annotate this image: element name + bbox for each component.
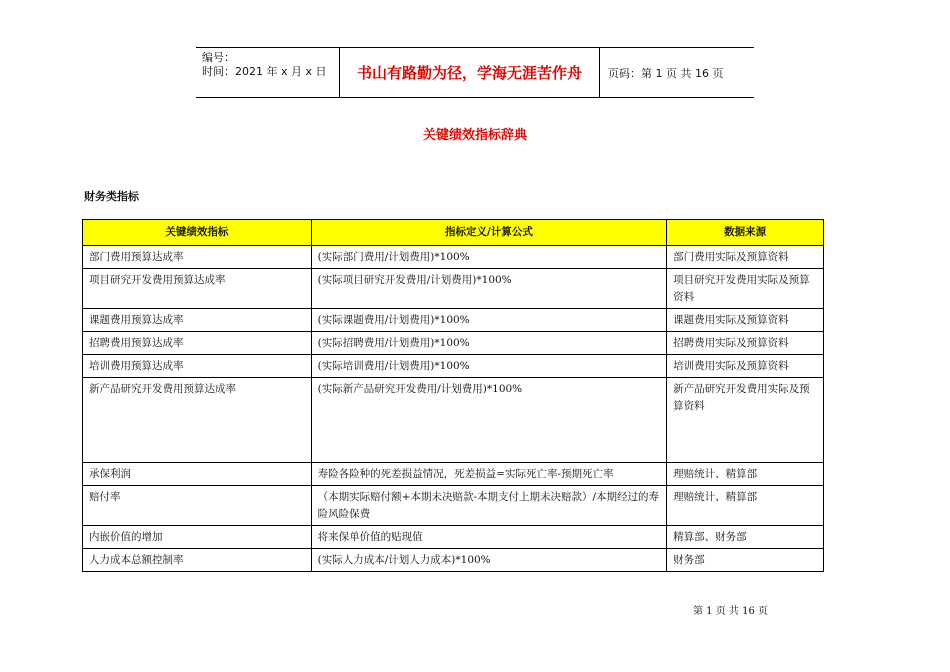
page-header — [196, 47, 754, 98]
table-row — [83, 355, 824, 378]
column-header-kpi: 关键绩效指标 — [83, 220, 312, 246]
date-label: 时间：2021 年 x 月 x 日 — [202, 65, 327, 78]
header-page-code: 页码：第 1 页 共 16 页 — [608, 66, 724, 80]
source-cell: 项目研究开发费用实际及预算资料 — [667, 269, 824, 309]
kpi-cell: 培训费用预算达成率 — [83, 355, 312, 378]
kpi-cell: 项目研究开发费用预算达成率 — [83, 269, 312, 309]
header-meta — [196, 48, 339, 97]
kpi-cell: 部门费用预算达成率 — [83, 246, 312, 269]
table-row — [83, 378, 824, 463]
source-cell: 课题费用实际及预算资料 — [667, 309, 824, 332]
table-row — [83, 549, 824, 572]
source-cell: 招聘费用实际及预算资料 — [667, 332, 824, 355]
kpi-cell: 招聘费用预算达成率 — [83, 332, 312, 355]
definition-cell: (实际课题费用/计划费用)*100% — [311, 309, 667, 332]
table-row — [83, 332, 824, 355]
column-header-definition: 指标定义/计算公式 — [311, 220, 667, 246]
source-cell: 精算部、财务部 — [667, 526, 824, 549]
table-row — [83, 269, 824, 309]
source-cell: 理赔统计、精算部 — [667, 463, 824, 486]
source-cell: 培训费用实际及预算资料 — [667, 355, 824, 378]
kpi-cell: 人力成本总额控制率 — [83, 549, 312, 572]
column-header-source: 数据来源 — [667, 220, 824, 246]
table-row — [83, 309, 824, 332]
table-row — [83, 526, 824, 549]
kpi-cell: 新产品研究开发费用预算达成率 — [83, 378, 312, 463]
document-title: 关键绩效指标辞典 — [422, 128, 527, 143]
kpi-table — [82, 219, 824, 572]
table-row — [83, 246, 824, 269]
table-row — [83, 486, 824, 526]
definition-cell: (实际新产品研究开发费用/计划费用)*100% — [311, 378, 667, 463]
kpi-cell: 赔付率 — [83, 486, 312, 526]
definition-cell: (实际部门费用/计划费用)*100% — [311, 246, 667, 269]
table-header-row — [83, 220, 824, 246]
definition-cell: (实际招聘费用/计划费用)*100% — [311, 332, 667, 355]
definition-cell: （本期实际赔付额+本期未决赔款-本期支付上期未决赔款）/本期经过的寿险风险保费 — [311, 486, 667, 526]
kpi-cell: 承保利润 — [83, 463, 312, 486]
source-cell: 财务部 — [667, 549, 824, 572]
section-title: 财务类指标 — [84, 190, 139, 203]
source-cell: 新产品研究开发费用实际及预算资料 — [667, 378, 824, 463]
page-footer: 第 1 页 共 16 页 — [693, 606, 768, 617]
kpi-cell: 内嵌价值的增加 — [83, 526, 312, 549]
source-cell: 理赔统计、精算部 — [667, 486, 824, 526]
definition-cell: (实际人力成本/计划人力成本)*100% — [311, 549, 667, 572]
definition-cell: (实际项目研究开发费用/计划费用)*100% — [311, 269, 667, 309]
source-cell: 部门费用实际及预算资料 — [667, 246, 824, 269]
kpi-cell: 课题费用预算达成率 — [83, 309, 312, 332]
table-row — [83, 463, 824, 486]
header-motto: 书山有路勤为径，学海无涯苦作舟 — [339, 48, 600, 97]
definition-cell: (实际培训费用/计划费用)*100% — [311, 355, 667, 378]
definition-cell: 寿险各险种的死差损益情况，死差损益=实际死亡率-预期死亡率 — [311, 463, 667, 486]
number-label: 编号： — [202, 51, 235, 64]
definition-cell: 将来保单价值的贴现值 — [311, 526, 667, 549]
